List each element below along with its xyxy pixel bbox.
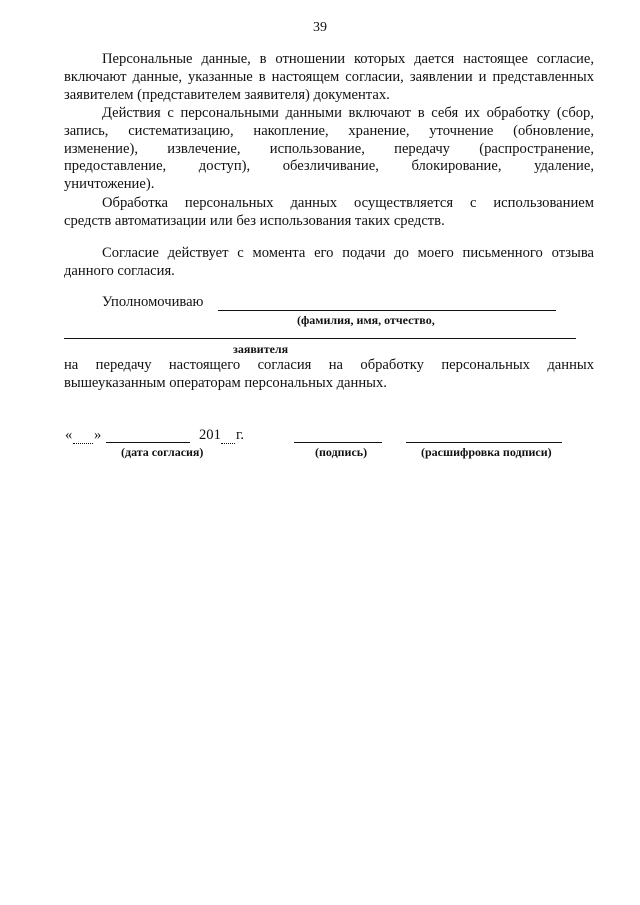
paragraph-line: предоставление, доступ), обезличивание, блокирование, удаление, (64, 158, 594, 175)
year-digit-line[interactable] (221, 437, 235, 444)
date-month-line[interactable] (106, 430, 190, 443)
applicant-caption: заявителя (233, 342, 289, 356)
paragraph-line: на передачу настоящего согласия на обработку персональных данных (64, 357, 594, 373)
signature-decoding-line[interactable] (406, 430, 562, 443)
year-prefix: 201 (199, 427, 221, 443)
date-close-quote: » (94, 427, 102, 443)
paragraph-line: включают данные, указанные в настоящем согласии, заявлении и представленных (64, 68, 594, 85)
paragraph-personal-data (64, 51, 594, 104)
paragraph-line: изменение), извлечение, использование, передачу (распространение, (64, 140, 594, 157)
paragraph-line: Согласие действует с момента его подачи до моего письменного отзыва (102, 245, 594, 261)
date-caption: (дата согласия) (121, 445, 204, 459)
fio-input-line[interactable] (218, 296, 556, 311)
paragraph-line: Персональные данные, в отношении которых дается настоящее согласие, (102, 51, 594, 67)
paragraph-line: Действия с персональными данными включают в себя их обработку (сбор, (102, 105, 594, 121)
paragraph-line: данного согласия. (64, 262, 175, 279)
authorize-label: Уполномочиваю (102, 294, 204, 310)
paragraph-consent-validity (64, 245, 594, 281)
fio-continuation-line[interactable] (64, 324, 576, 339)
date-open-quote: « (65, 427, 73, 443)
paragraph-transfer (64, 357, 594, 393)
paragraph-actions (64, 105, 594, 194)
paragraph-line: Обработка персональных данных осуществляется с использованием (102, 195, 594, 211)
signature-caption: (подпись) (315, 445, 368, 459)
page-number: 39 (313, 20, 327, 35)
paragraph-line: средств автоматизации или без использования таких средств. (64, 212, 445, 229)
fio-caption: (фамилия, имя, отчество, (297, 313, 435, 327)
paragraph-processing (64, 195, 594, 231)
date-day-line[interactable] (73, 437, 93, 444)
paragraph-line: заявителем (представителем заявителя) документах. (64, 86, 390, 103)
signature-line[interactable] (294, 430, 382, 443)
paragraph-line: запись, систематизацию, накопление, хранение, уточнение (обновление, (64, 122, 594, 139)
paragraph-line: уничтожение). (64, 176, 155, 193)
decoding-caption: (расшифровка подписи) (421, 445, 552, 459)
year-suffix: г. (236, 427, 244, 443)
paragraph-line: вышеуказанным операторам персональных данных. (64, 374, 387, 391)
